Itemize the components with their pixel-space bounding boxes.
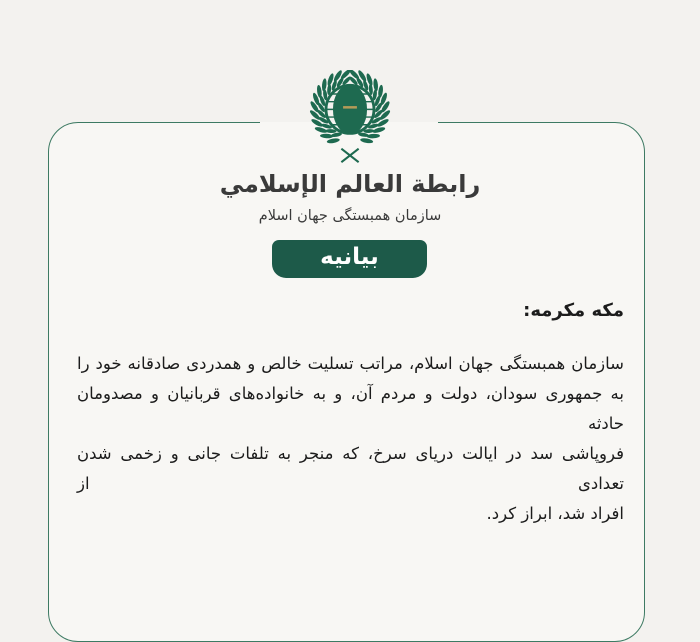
body-line: به جمهوری سودان، دولت و مردم آن، و به خانواده‌های قربانیان و مصدومان حادثه <box>77 384 624 433</box>
brand-block <box>0 163 700 226</box>
salutation: مکه مکرمه: <box>523 300 624 321</box>
statement-banner <box>272 240 427 278</box>
statement-body <box>77 349 624 529</box>
mwl-logo <box>302 70 398 166</box>
body-line: سازمان همبستگی جهان اسلام، مراتب تسلیت خالص و همدردی صادقانه خود را <box>77 354 624 373</box>
organization-name-fa: سازمان همبستگی جهان اسلام <box>258 208 442 224</box>
body-line: فروپاشی سد در ایالت دریای سرخ، که منجر به تلفات جانی و زخمی شدن تعدادی از <box>77 444 624 493</box>
mwl-arabic-calligraphy: رابطة العالم الإسلامي <box>219 170 481 198</box>
body-line: افراد شد، ابراز کرد. <box>486 504 624 523</box>
laurel-wreath-globe-icon <box>302 70 398 166</box>
banner-label: بیانیه <box>320 244 379 270</box>
